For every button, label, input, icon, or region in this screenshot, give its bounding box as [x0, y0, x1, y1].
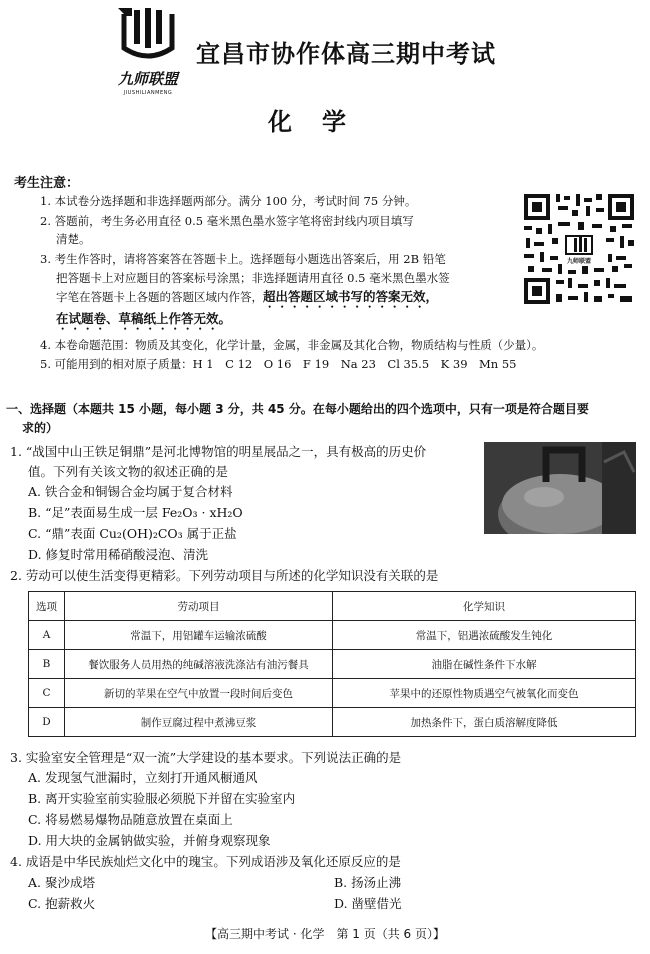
logo-subtext: JIUSHILIANMENG — [123, 90, 173, 96]
table-cell: D — [29, 708, 65, 737]
q1-option-b: B. “足”表面易生成一层 Fe₂O₃ · xH₂O — [28, 505, 243, 520]
table-row — [29, 679, 636, 708]
table-cell: 餐饮服务人员用热的纯碱溶液洗涤沾有油污餐具 — [65, 650, 333, 679]
bronze-ding-photo — [484, 442, 636, 534]
q1-option-c: C. “鼎”表面 Cu₂(OH)₂CO₃ 属于正盐 — [28, 526, 237, 541]
subject-title: 化学 — [268, 108, 376, 136]
table-row — [29, 650, 636, 679]
table-row — [29, 708, 636, 737]
notice-item-4: 4. 本卷命题范围：物质及其变化，化学计量，金属，非金属及其化合物，物质结构与性质（少量）。 — [40, 338, 544, 352]
bronze-ding-image-icon — [484, 442, 636, 534]
notice-item-1: 1. 本试卷分选择题和非选择题两部分。满分 100 分，考试时间 75 分钟。 — [40, 194, 417, 208]
qr-code-icon — [522, 192, 636, 306]
notice-warning-1: 超出答题区域书写的答案无效， — [263, 289, 439, 304]
exam-title: 宜昌市协作体高三期中考试 — [196, 40, 496, 68]
notice-item-3-text: 字笔在答题卡上各题的答题区域内作答， — [56, 290, 263, 304]
q3-option-d: D. 用大块的金属钠做实验，并俯身观察现象 — [28, 833, 271, 848]
table-cell: 制作豆腐过程中煮沸豆浆 — [65, 708, 333, 737]
table-header-cell: 选项 — [29, 592, 65, 621]
table-row — [29, 621, 636, 650]
q3-option-b: B. 离开实验室前实验服必须脱下并留在实验室内 — [28, 791, 296, 806]
notice-item-2: 2. 答题前，考生务必用直径 0.5 毫米黑色墨水签字笔将密封线内项目填写 — [40, 214, 414, 228]
logo-text: 九师联盟 — [117, 70, 178, 88]
section-heading — [6, 400, 642, 438]
q3-option-c: C. 将易燃易爆物品随意放置在桌面上 — [28, 812, 233, 827]
notice-item-5: 5. 可能用到的相对原子质量：H 1 C 12 O 16 F 19 Na 23 Cl 35.5 K 39 Mn 55 — [40, 357, 517, 371]
notice-title: 考生注意： — [14, 176, 80, 191]
page-footer: 【高三期中考试 · 化学 第 1 页（共 6 页）】 — [205, 927, 445, 941]
q4-option-c: C. 抱薪救火 — [28, 896, 96, 911]
q2-table — [28, 591, 636, 737]
q4-option-b: B. 扬汤止沸 — [334, 875, 402, 890]
logo-mark-icon — [118, 8, 178, 64]
table-cell: 苹果中的还原性物质遇空气被氧化而变色 — [333, 679, 636, 708]
table-header-cell: 化学知识 — [333, 592, 636, 621]
notice-item-2-cont: 清楚。 — [56, 232, 91, 246]
jiushi-logo — [104, 8, 192, 104]
q2-stem: 2. 劳动可以使生活变得更精彩。下列劳动项目与所述的化学知识没有关联的是 — [10, 568, 439, 583]
table-header-row — [29, 592, 636, 621]
table-cell: 新切的苹果在空气中放置一段时间后变色 — [65, 679, 333, 708]
table-cell: C — [29, 679, 65, 708]
q1-option-d: D. 修复时常用稀硝酸浸泡、清洗 — [28, 547, 209, 562]
q1-option-a: A. 铁合金和铜锡合金均属于复合材料 — [28, 484, 233, 499]
table-header-cell: 劳动项目 — [65, 592, 333, 621]
table-cell: 常温下，用铝罐车运输浓硫酸 — [65, 621, 333, 650]
notice-item-3-cont1: 把答题卡上对应题目的答案标号涂黑；非选择题请用直径 0.5 毫米黑色墨水签 — [56, 271, 450, 285]
table-cell: 油脂在碱性条件下水解 — [333, 650, 636, 679]
notice-warning-2: 在试题卷、草稿纸上作答无效。 — [56, 311, 232, 326]
q4-stem: 4. 成语是中华民族灿烂文化中的瑰宝。下列成语涉及氧化还原反应的是 — [10, 854, 401, 869]
q4-option-a: A. 聚沙成塔 — [28, 875, 95, 890]
notice-item-3-cont2 — [56, 288, 438, 311]
table-cell: 常温下，铝遇浓硫酸发生钝化 — [333, 621, 636, 650]
section-heading-line2: 求的） — [22, 421, 59, 435]
notice-item-3: 3. 考生作答时，请将答案答在答题卡上。选择题每小题选出答案后，用 2B 铅笔 — [40, 252, 446, 266]
q1-stem-line1: 1. “战国中山王铁足铜鼎”是河北博物馆的明星展品之一，具有极高的历史价 — [10, 444, 427, 459]
q3-option-a: A. 发现氢气泄漏时，立刻打开通风橱通风 — [28, 770, 258, 785]
section-heading-line1: 一、选择题（本题共 15 小题，每小题 3 分，共 45 分。在每小题给出的四个选项中，只有一项是符合题目要 — [6, 402, 589, 416]
table-cell: 加热条件下，蛋白质溶解度降低 — [333, 708, 636, 737]
q4-option-d: D. 凿壁借光 — [334, 896, 402, 911]
q1-stem-line2: 值。下列有关该文物的叙述正确的是 — [28, 464, 229, 479]
table-cell: B — [29, 650, 65, 679]
table-cell: A — [29, 621, 65, 650]
q3-stem: 3. 实验室安全管理是“双一流”大学建设的基本要求。下列说法正确的是 — [10, 750, 402, 765]
svg-text:九师联盟: 九师联盟 — [566, 258, 592, 265]
